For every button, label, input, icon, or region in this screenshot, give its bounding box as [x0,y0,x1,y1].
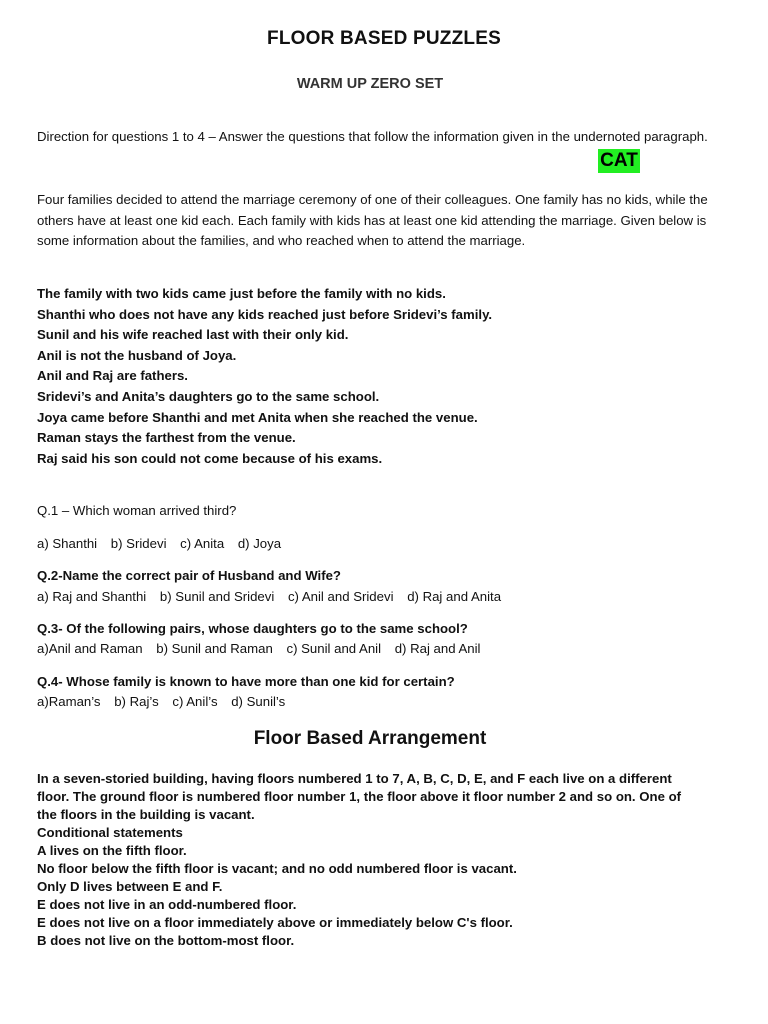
option-b: b) Sunil and Raman [156,641,273,656]
clue-item: Anil is not the husband of Joya. [37,347,237,363]
option-c: c) Anil’s [172,694,218,709]
option-b: b) Sridevi [110,536,167,551]
option-d: d) Raj and Anita [407,589,502,604]
clue-item: Shanthi who does not have any kids reached just before Sridevi’s family. [37,306,493,322]
cat-badge: CAT [598,149,640,173]
question-1: Q.1 – Which woman arrived third? [37,503,237,518]
question-2: Q.2-Name the correct pair of Husband and Wife? [37,568,341,583]
arrangement-line: floor. The ground floor is numbered floor number 1, the floor above it floor number 2 and so on. One of [37,789,682,804]
clue-item: Sunil and his wife reached last with their only kid. [37,327,349,343]
arrangement-line: A lives on the fifth floor. [37,843,187,858]
arrangement-text [37,770,727,950]
option-a: a)Raman’s [37,694,101,709]
clue-item: Raman stays the farthest from the venue. [37,430,296,446]
page-title: FLOOR BASED PUZZLES [267,28,501,49]
arrangement-line: No floor below the fifth floor is vacant; and no odd numbered floor is vacant. [37,861,517,876]
arrangement-line: the floors in the building is vacant. [37,807,255,822]
option-a: a) Shanthi [37,536,98,551]
question-3: Q.3- Of the following pairs, whose daughters go to the same school? [37,621,468,636]
arrangement-line: Conditional statements [37,825,183,840]
intro-paragraph: Four families decided to attend the marriage ceremony of one of their colleagues. One family has no kids, while the others have at least one kid each. Each family with kids has at least one kid attending the marriage. Given below is some information about the families, and who reached when to attend the marriage. [37,192,708,248]
option-c: c) Sunil and Anil [286,641,382,656]
clue-item: Raj said his son could not come because of his exams. [37,450,383,466]
option-c: c) Anita [180,536,225,551]
question-4: Q.4- Whose family is known to have more than one kid for certain? [37,674,455,689]
arrangement-line: E does not live in an odd-numbered floor. [37,897,297,912]
page-subtitle: WARM UP ZERO SET [296,76,444,92]
option-b: b) Sunil and Sridevi [159,589,275,604]
clue-item: Joya came before Shanthi and met Anita when she reached the venue. [37,409,478,425]
question-1-options [37,536,727,551]
arrangement-line: B does not live on the bottom-most floor. [37,933,295,948]
question-3-options [37,641,727,656]
clue-item: The family with two kids came just before the family with no kids. [37,286,446,301]
arrangement-line: Only D lives between E and F. [37,879,223,894]
option-c: c) Anil and Sridevi [287,589,394,604]
option-d: d) Raj and Anil [394,641,481,656]
option-d: d) Sunil’s [231,694,286,709]
clue-item: Sridevi’s and Anita’s daughters go to the same school. [37,388,380,404]
arrangement-line: E does not live on a floor immediately above or immediately below C's floor. [37,915,513,930]
question-2-options [37,589,727,604]
question-4-options [37,694,727,709]
arrangement-line: In a seven-storied building, having floors numbered 1 to 7, A, B, C, D, E, and F each live on a different [37,771,672,786]
clue-item: Anil and Raj are fathers. [37,368,188,384]
option-d: d) Joya [237,536,282,551]
option-a: a) Raj and Shanthi [37,589,147,604]
clues-list [37,284,717,469]
section-title: Floor Based Arrangement [253,728,487,749]
option-a: a)Anil and Raman [37,641,143,656]
direction-text: Direction for questions 1 to 4 – Answer the questions that follow the information given in the undernoted paragraph. [37,129,708,144]
option-b: b) Raj’s [114,694,159,709]
